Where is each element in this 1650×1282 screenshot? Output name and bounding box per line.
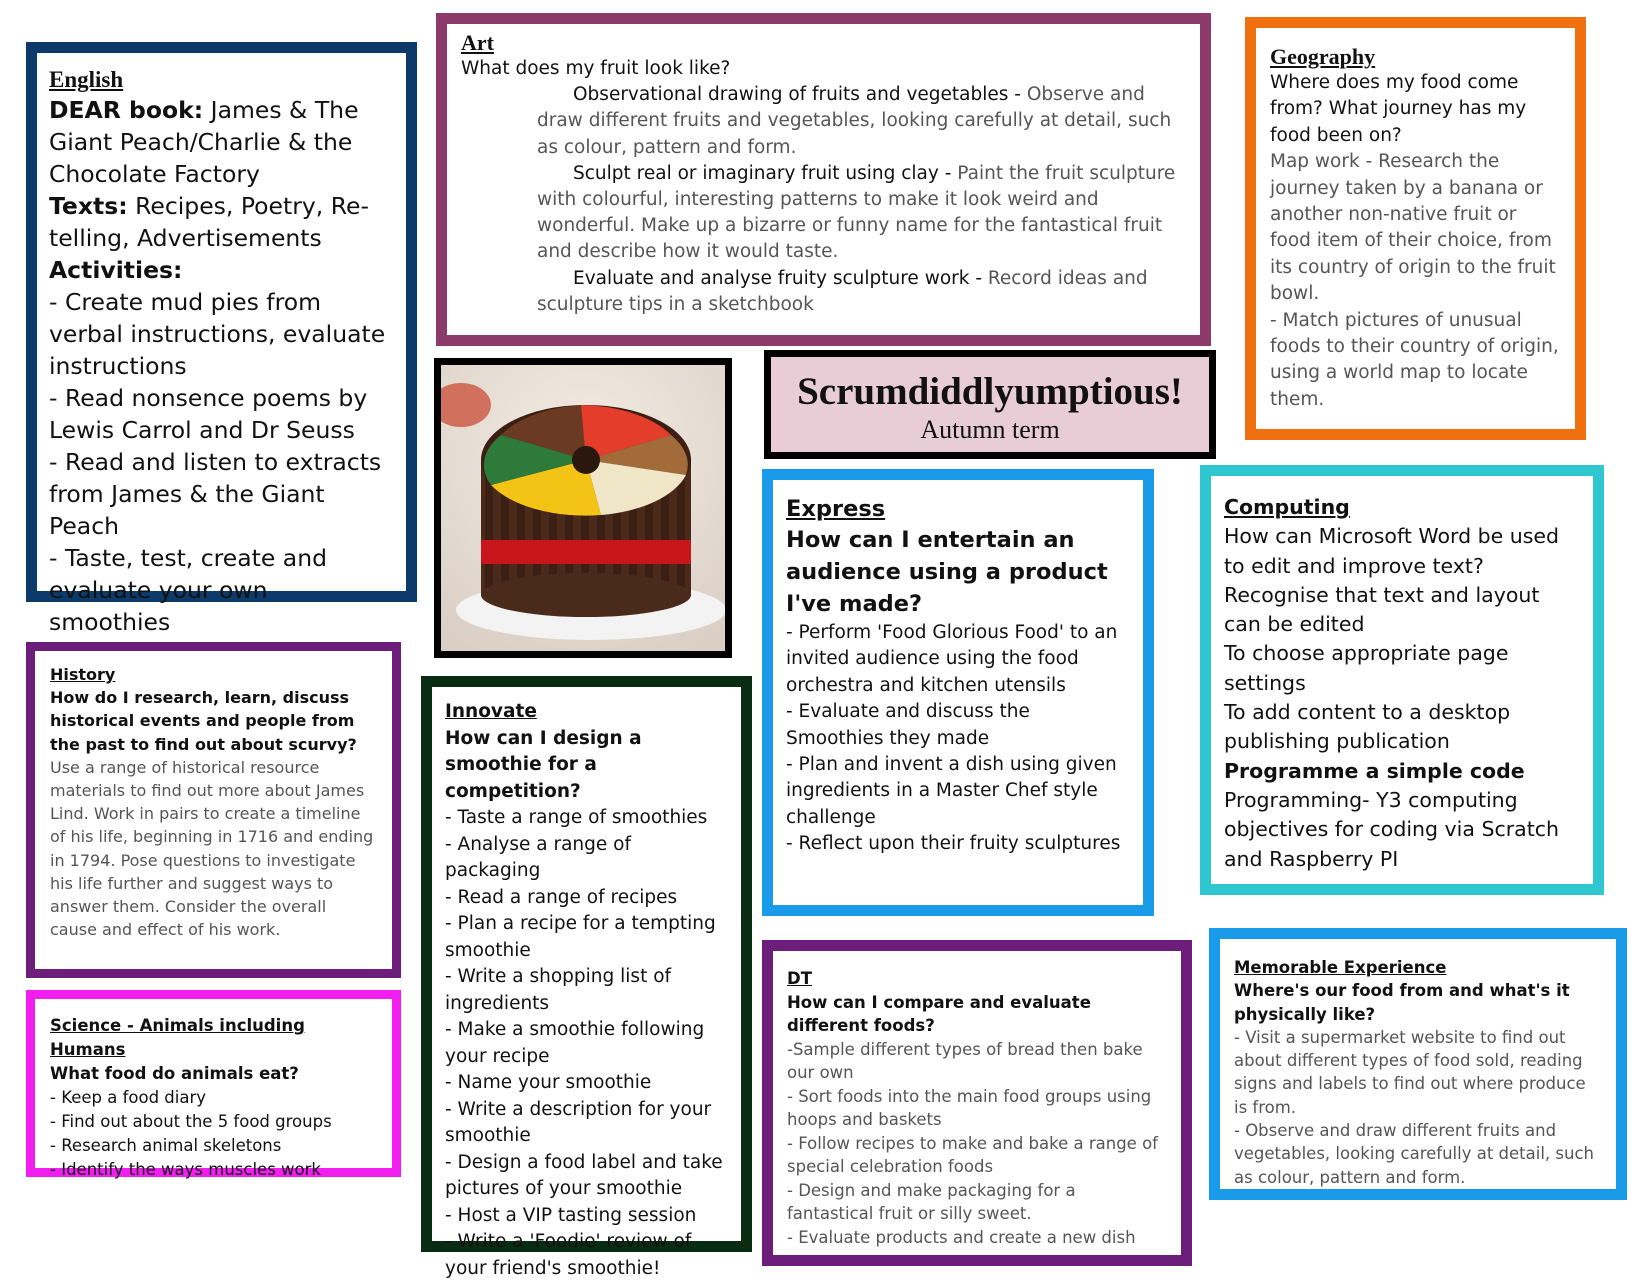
computing-line: To add content to a desktop publishing publication [1224, 700, 1511, 754]
history-question: How do I research, learn, discuss historical events and people from the past to find out about scurvy? [50, 688, 357, 754]
art-panel [436, 13, 1211, 346]
dear-book [49, 94, 394, 190]
express-question: How can I entertain an audience using a product I've made? [786, 527, 1108, 617]
express-item: - Plan and invent a dish using given ingredients in a Master Chef style challenge [786, 754, 1117, 828]
express-item: - Perform 'Food Glorious Food' to an invited audience using the food orchestra and kitchen utensils [786, 622, 1118, 696]
science-panel [26, 990, 401, 1177]
texts [49, 190, 394, 254]
history-heading: History [50, 665, 116, 684]
science-item: - Find out about the 5 food groups [50, 1112, 332, 1131]
history-panel [26, 642, 401, 978]
innovate-question: How can I design a smoothie for a competition? [445, 727, 642, 802]
geography-question: Where does my food come from? What journey has my food been on? [1270, 72, 1527, 146]
innovate-heading: Innovate [445, 701, 537, 722]
science-heading: Science - Animals including Humans [50, 1016, 305, 1059]
innovate-item: - Write a description for your smoothie [445, 1098, 712, 1146]
innovate-item: - Design a food label and take pictures of your smoothie [445, 1151, 723, 1199]
innovate-item: - Analyse a range of packaging [445, 833, 631, 881]
programme-heading: Programme a simple code [1224, 758, 1525, 783]
dt-item: - Sort foods into the main food groups using hoops and baskets [787, 1086, 1152, 1129]
art-question: What does my fruit look like? [461, 58, 731, 79]
innovate-item: - Make a smoothie following your recipe [445, 1019, 705, 1067]
memorable-item: - Visit a supermarket website to find out about different types of food sold, reading signs and labels to find out where produce is from. [1234, 1027, 1586, 1117]
innovate-item: - Write a 'Foodie' review of your friend's smoothie! [445, 1231, 692, 1279]
geography-item: Map work - Research the journey taken by a banana or another non-native fruit or food item of their choice, from its country of origin to the fruit bowl. [1270, 151, 1556, 305]
title-panel [764, 350, 1216, 459]
express-item: - Evaluate and discuss the Smoothies they made [786, 701, 1030, 749]
dt-item: - Evaluate products and create a new dish [787, 1227, 1136, 1247]
english-item: - Taste, test, create and evaluate your own smoothies [49, 544, 328, 636]
dt-item: - Follow recipes to make and bake a range of special celebration foods [787, 1133, 1158, 1176]
computing-line: How can Microsoft Word be used to edit and improve text? [1224, 524, 1560, 578]
science-question: What food do animals eat? [50, 1064, 299, 1083]
activities-label: Activities: [49, 256, 183, 284]
dear-value: James & The Giant Peach/Charlie & the Chocolate Factory [49, 96, 359, 188]
geography-item: - Match pictures of unusual foods to their country of origin, using a world map to locate them. [1270, 309, 1559, 410]
innovate-item: - Host a VIP tasting session [445, 1204, 697, 1226]
english-item: - Read nonsence poems by Lewis Carrol and Dr Seuss [49, 384, 368, 444]
express-heading: Express [786, 496, 886, 522]
art-item: Sculpt real or imaginary fruit using clay - Paint the fruit sculpture with colourful, interesting patterns to make it look weird and wonderful. Make up a bizarre or funny name for the fantastical fruit and describe how it would taste. [537, 162, 1176, 263]
innovate-item: - Read a range of recipes [445, 886, 678, 908]
english-heading: English [49, 67, 124, 92]
english-item: - Read and listen to extracts from James & the Giant Peach [49, 448, 382, 540]
express-panel [762, 469, 1154, 916]
computing-line: Recognise that text and layout can be edited [1224, 582, 1540, 637]
express-item: - Reflect upon their fruity sculptures [786, 833, 1121, 855]
computing-panel [1200, 465, 1604, 895]
cake-illustration [441, 365, 725, 651]
art-item: Observational drawing of fruits and vegetables - Observe and draw different fruits and vegetables, looking carefully at detail, such as colour, pattern and form. [537, 84, 1172, 158]
innovate-item: - Taste a range of smoothies [445, 807, 708, 828]
page-subtitle: Autumn term [920, 415, 1060, 444]
science-item: - Keep a food diary [50, 1088, 207, 1107]
geography-panel [1245, 17, 1586, 440]
geography-heading: Geography [1270, 44, 1376, 69]
page-title: Scrumdiddlyumptious! [797, 370, 1183, 413]
memorable-heading: Memorable Experience [1234, 958, 1447, 977]
computing-heading: Computing [1224, 495, 1350, 519]
innovate-panel [421, 676, 752, 1279]
memorable-panel [1209, 928, 1627, 1200]
dt-item: - Design and make packaging for a fantastical fruit or silly sweet. [787, 1180, 1076, 1223]
dt-heading: DT [787, 969, 812, 988]
innovate-item: - Write a shopping list of ingredients [445, 966, 672, 1014]
programme-body: Programming- Y3 computing objectives for coding via Scratch and Raspberry PI [1224, 787, 1560, 871]
innovate-item: - Plan a recipe for a tempting smoothie [445, 913, 716, 961]
art-heading: Art [461, 30, 494, 55]
dt-item: -Sample different types of bread then bake our own [787, 1039, 1143, 1082]
memorable-question: Where's our food from and what's it physically like? [1234, 981, 1570, 1024]
dear-label: DEAR book: [49, 96, 204, 124]
texts-label: Texts: [49, 192, 128, 220]
history-body: Use a range of historical resource materials to find out more about James Lind. Work in pairs to create a timeline of his life, beginning in 1716 and ending in 1794. Pose questions to investigate his life further and suggest ways to answer them. Consider the overall cause and effect of his work. [50, 757, 374, 940]
science-item: - Identify the ways muscles work [50, 1160, 321, 1179]
cake-photo [434, 358, 732, 658]
english-item: - Create mud pies from verbal instructions, evaluate instructions [49, 288, 386, 380]
science-item: - Research animal skeletons [50, 1136, 282, 1155]
art-item: Evaluate and analyse fruity sculpture work - Record ideas and sculpture tips in a sketchbook [537, 267, 1148, 315]
memorable-item: - Observe and draw different fruits and vegetables, looking carefully at detail, such as colour, pattern and form. [1234, 1121, 1594, 1187]
computing-line: To choose appropriate page settings [1224, 641, 1509, 695]
texts-value: Recipes, Poetry, Re-telling, Advertisements [49, 192, 369, 252]
dt-question: How can I compare and evaluate different foods? [787, 992, 1091, 1035]
english-panel [26, 42, 417, 636]
innovate-item: - Name your smoothie [445, 1072, 652, 1093]
dt-panel [762, 940, 1192, 1266]
